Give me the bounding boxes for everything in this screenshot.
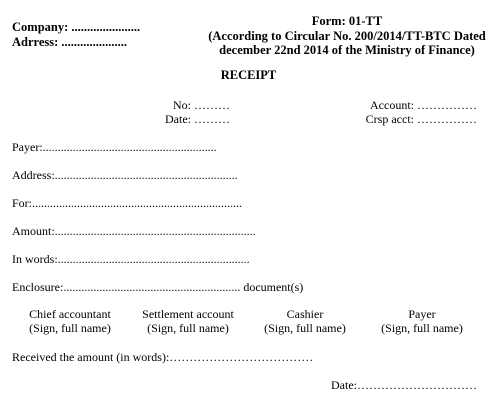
account-field: Account: …………… [370, 98, 477, 112]
circular-line-1: (According to Circular No. 200/2014/TT-BTC Dated [208, 28, 486, 43]
signature-chief-accountant [20, 307, 120, 335]
signature-note: (Sign, full name) [147, 321, 229, 335]
signature-cashier [256, 307, 354, 335]
signature-role: Settlement account [142, 307, 234, 321]
payer-field: Payer:.......................................................... [12, 140, 217, 154]
receipt-date: Date: ……… [165, 112, 230, 126]
address-line: Adrress: ..................... [12, 35, 128, 49]
circular-line-2: december 22nd 2014 of the Ministry of Finance) [219, 43, 475, 57]
account-block [366, 98, 477, 126]
signature-settlement-account [134, 307, 242, 335]
receipt-title: RECEIPT [220, 68, 277, 82]
company-line: Company: ...................... [12, 20, 141, 34]
crsp-account-field: Crsp acct: …………… [365, 112, 477, 126]
signature-note: (Sign, full name) [381, 321, 463, 335]
signature-payer [372, 307, 472, 335]
signature-role: Payer [408, 307, 436, 321]
form-reference-block [202, 14, 492, 58]
receipt-number: No: ……… [173, 98, 230, 112]
signature-role: Cashier [286, 307, 324, 321]
received-amount-in-words: Received the amount (in words):……………………………… [12, 350, 314, 364]
purpose-field: For:...................................................................... [12, 196, 243, 210]
amount-in-words-field: In words:................................................................ [12, 252, 250, 266]
enclosure-field: Enclosure:........................................................... document(s) [12, 280, 304, 294]
signature-role: Chief accountant [29, 307, 111, 321]
form-code: Form: 01-TT [311, 14, 383, 28]
footer-date: Date:………………………… [331, 378, 477, 392]
amount-field: Amount:................................................................... [12, 224, 256, 238]
address-field: Address:............................................................. [12, 168, 238, 182]
number-date-block [165, 98, 230, 126]
signature-note: (Sign, full name) [264, 321, 346, 335]
company-address-block [12, 20, 140, 50]
signature-note: (Sign, full name) [29, 321, 111, 335]
